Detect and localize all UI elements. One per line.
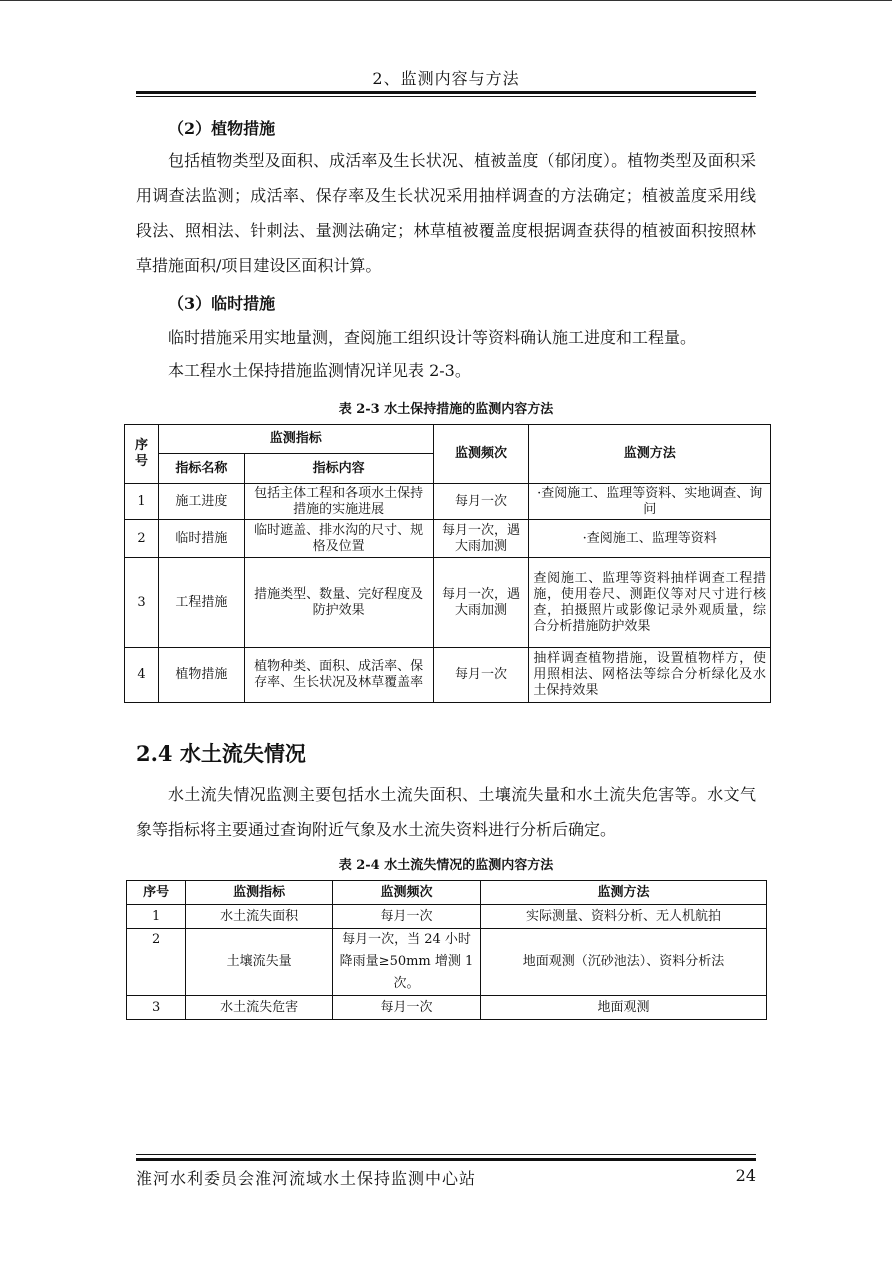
cell-content: 措施类型、数量、完好程度及防护效果	[244, 558, 433, 648]
header-frequency: 监测频次	[433, 425, 529, 484]
cell-no: 2	[125, 520, 159, 558]
footer-rule-thin	[136, 1154, 756, 1155]
table-header-row	[125, 425, 771, 454]
cell-frequency: 每月一次	[333, 996, 481, 1020]
cell-no: 1	[125, 484, 159, 520]
cell-indicator: 土壤流失量	[186, 929, 333, 996]
section-heading-temporary-measures: （3）临时措施	[168, 294, 276, 313]
page-top-border	[0, 0, 892, 1]
table-2-3-caption: 表 2-3 水土保持措施的监测内容方法	[338, 402, 554, 417]
header-method: 监测方法	[529, 425, 771, 484]
section-title-soil-erosion: 2.4 水土流失情况	[136, 741, 306, 766]
paragraph-plant-measures: 包括植物类型及面积、成活率及生长状况、植被盖度（郁闭度）。植物类型及面积采用调查法监测；成活率、保存率及生长状况采用抽样调查的方法确定；植被盖度采用线段法、照相法、针刺法、量测法确定；林草植被覆盖度根据调查获得的植被面积按照林草措施面积/项目建设区面积计算。	[136, 151, 756, 275]
paragraph-soil-erosion: 水土流失情况监测主要包括水土流失面积、土壤流失量和水土流失危害等。水文气象等指标将主要通过查询附近气象及水土流失资料进行分析后确定。	[136, 785, 756, 839]
cell-frequency: 每月一次	[433, 648, 529, 703]
cell-method: 实际测量、资料分析、无人机航拍	[480, 905, 766, 929]
cell-no: 3	[125, 558, 159, 648]
header-indicator: 监测指标	[186, 881, 333, 905]
cell-name: 植物措施	[158, 648, 244, 703]
cell-no: 3	[127, 996, 186, 1020]
table-row	[127, 996, 767, 1020]
table-row	[125, 558, 771, 648]
cell-indicator: 水土流失危害	[186, 996, 333, 1020]
header-no: 序号	[127, 881, 186, 905]
header-frequency: 监测频次	[333, 881, 481, 905]
table-header-row	[127, 881, 767, 905]
cell-name: 临时措施	[158, 520, 244, 558]
cell-content: 临时遮盖、排水沟的尺寸、规格及位置	[244, 520, 433, 558]
header-rule-thick	[136, 91, 756, 94]
table-2-4	[126, 880, 767, 1020]
cell-method: 地面观测	[480, 996, 766, 1020]
cell-frequency: 每月一次，遇大雨加测	[433, 520, 529, 558]
cell-method: 地面观测（沉砂池法）、资料分析法	[480, 929, 766, 996]
page-number: 24	[735, 1166, 756, 1185]
table-row	[127, 929, 767, 996]
cell-content: 植物种类、面积、成活率、保存率、生长状况及林草覆盖率	[244, 648, 433, 703]
cell-frequency: 每月一次	[433, 484, 529, 520]
cell-frequency: 每月一次	[333, 905, 481, 929]
cell-frequency: 每月一次，遇大雨加测	[433, 558, 529, 648]
table-2-3	[124, 424, 771, 703]
cell-method: 查阅施工、监理等资料抽样调查工程措施，使用卷尺、测距仪等对尺寸进行核查，拍摄照片或影像记录外观质量，综合分析措施防护效果	[529, 558, 771, 648]
table-row	[125, 520, 771, 558]
cell-indicator: 水土流失面积	[186, 905, 333, 929]
footer-organization: 淮河水利委员会淮河流域水土保持监测中心站	[136, 1169, 477, 1188]
table-row	[127, 905, 767, 929]
cell-no: 2	[127, 929, 186, 996]
running-header: 2、监测内容与方法	[372, 69, 520, 88]
cell-content: 包括主体工程和各项水土保持措施的实施进展	[244, 484, 433, 520]
header-no: 序号	[125, 425, 159, 484]
cell-no: 4	[125, 648, 159, 703]
cell-method: ·查阅施工、监理等资料、实地调查、询问	[529, 484, 771, 520]
cell-no: 1	[127, 905, 186, 929]
table-row	[125, 648, 771, 703]
table-2-4-caption: 表 2-4 水土流失情况的监测内容方法	[338, 858, 554, 873]
cell-method: 抽样调查植物措施，设置植物样方，使用照相法、网格法等综合分析绿化及水土保持效果	[529, 648, 771, 703]
cell-name: 施工进度	[158, 484, 244, 520]
header-indicator-content: 指标内容	[244, 454, 433, 484]
cell-frequency: 每月一次，当 24 小时降雨量≥50mm 增测 1 次。	[333, 929, 481, 996]
header-rule-thin	[136, 96, 756, 97]
header-indicator-name: 指标名称	[158, 454, 244, 484]
cell-name: 工程措施	[158, 558, 244, 648]
footer-rule-thick	[136, 1158, 756, 1161]
paragraph-temporary-measures: 临时措施采用实地量测，查阅施工组织设计等资料确认施工进度和工程量。	[168, 328, 697, 347]
table-row	[125, 484, 771, 520]
paragraph-table-reference: 本工程水土保持措施监测情况详见表 2-3。	[168, 361, 471, 380]
header-method: 监测方法	[480, 881, 766, 905]
cell-method: ·查阅施工、监理等资料	[529, 520, 771, 558]
section-heading-plant-measures: （2）植物措施	[168, 119, 276, 138]
header-indicator: 监测指标	[158, 425, 433, 454]
